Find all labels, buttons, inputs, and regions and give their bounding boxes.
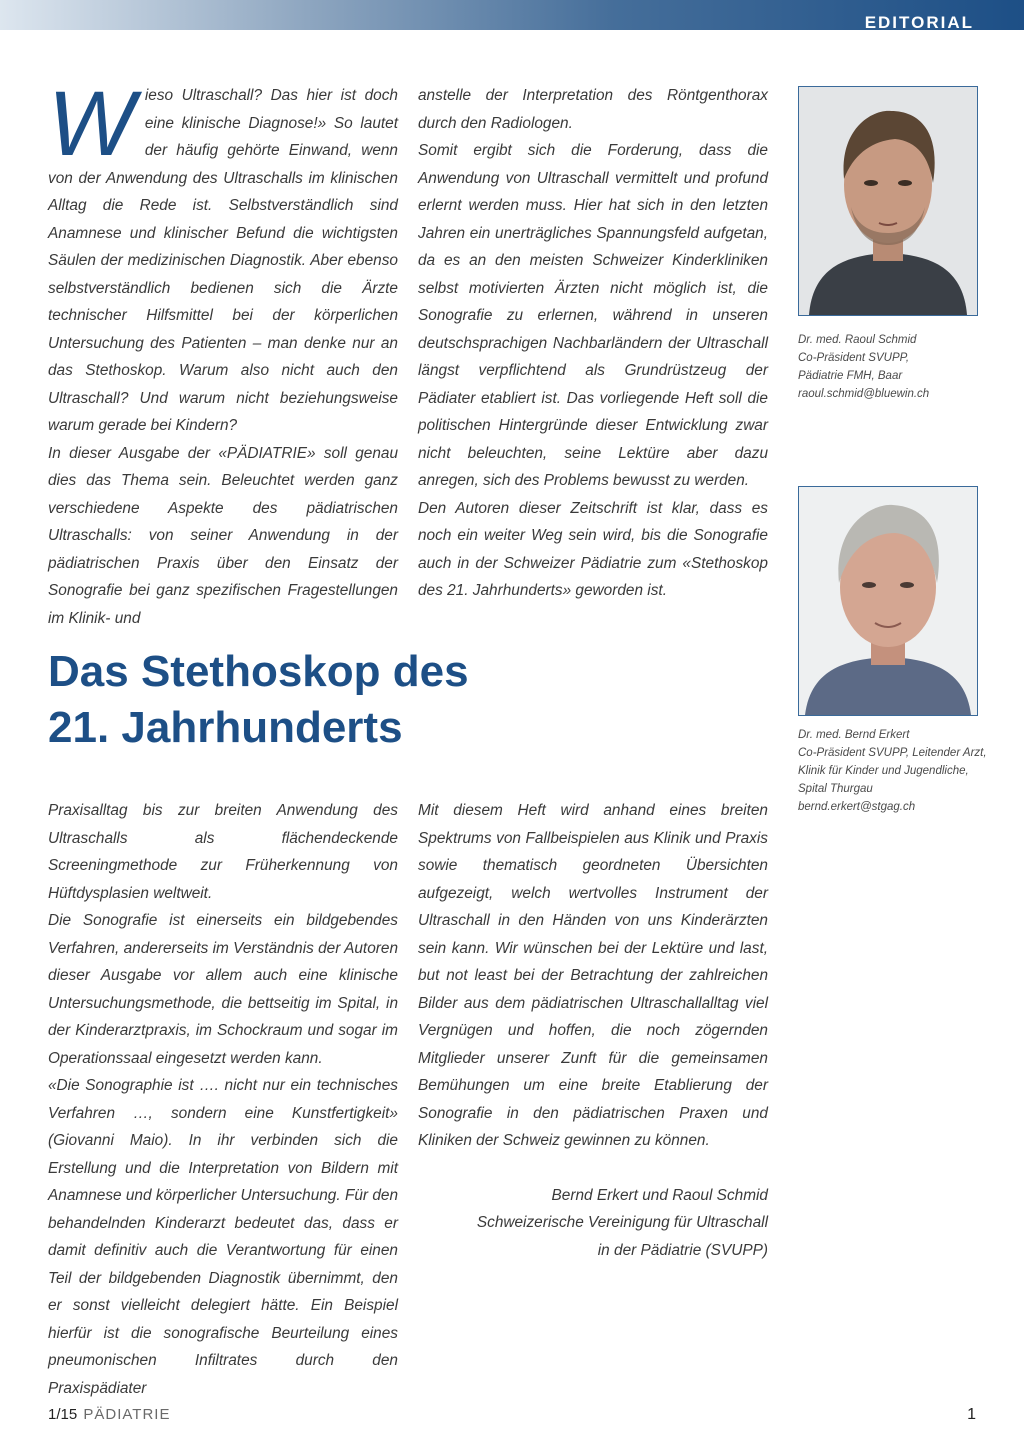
headline-line-2: 21. Jahrhunderts	[48, 703, 403, 752]
author-name: Bernd Erkert	[551, 1186, 638, 1204]
article-column-2	[418, 82, 768, 605]
author-name: Raoul Schmid	[672, 1186, 768, 1204]
caption-line: Co-Präsident SVUPP, Leitender Arzt,	[798, 747, 987, 759]
paragraph: anstelle der Interpretation des Röntgenthorax durch den Radiologen.	[418, 87, 768, 132]
article-headline	[48, 644, 768, 756]
caption-line: Spital Thurgau	[798, 783, 873, 795]
magazine-name: PÄDIATRIE	[83, 1406, 171, 1423]
portrait-image	[799, 87, 977, 315]
author-photo-erkert	[798, 486, 978, 716]
footer-issue	[48, 1406, 170, 1423]
article-column-3	[48, 797, 398, 1402]
organization-line: in der Pädiatrie (SVUPP)	[597, 1241, 768, 1259]
paragraph: Die Sonografie ist einerseits ein bildgebendes Verfahren, andererseits im Verständnis der Autoren dieser Ausgabe vor allem auch eine klinische Untersuchungsmethode, die bettseitig im Spital, in der Kinderarztpraxis, im Schockraum und sogar im Operationssaal eingesetzt werden kann.	[48, 912, 398, 1067]
paragraph: «Die Sonographie ist …. nicht nur ein technisches Verfahren …, sondern eine Kunstfertigkeit» (Giovanni Maio). In ihr verbinden sich die Erstellung und die Interpretation von Bildern mit Anamnese und körperlicher Untersuchung. Für den behandelnden Kinderarzt bedeutet das, dass er damit definitiv auch die Verantwortung für einen Teil der bildgebenden Diagnostik übernimmt, den er sonst vielleicht delegiert hätte. Ein Beispiel hierfür ist die sonografische Beurteilung eines pneumonischen Infiltrates durch den Praxispädiater	[48, 1077, 398, 1397]
caption-line: Dr. med. Bernd Erkert	[798, 729, 910, 741]
section-label: EDITORIAL	[864, 13, 974, 32]
caption-line: Dr. med. Raoul Schmid	[798, 334, 917, 346]
caption-line: Pädiatrie FMH, Baar	[798, 370, 903, 382]
organization-line: Schweizerische Vereinigung für Ultraschall	[476, 1214, 768, 1231]
author-photo-schmid	[798, 86, 978, 316]
author-caption-schmid	[798, 331, 988, 403]
article-column-1	[48, 73, 398, 632]
drop-cap: W	[48, 73, 135, 175]
paragraph: Den Autoren dieser Zeitschrift ist klar, dass es noch ein weiter Weg sein wird, bis die Sonografie auch in der Schweizer Pädiatrie zum «Stethoskop des 21. Jahrhunderts» geworden ist.	[418, 499, 768, 599]
signature	[418, 1182, 768, 1265]
paragraph: Wieso Ultraschall? Das hier ist doch eine klinische Diagnose!» So lautet der häufig gehörte Einwand, wenn von der Anwendung des Ultraschalls im klinischen Alltag die Rede ist. Selbstverständlich sind Anamnese und klinischer Befund die wichtigsten Säulen der medizinischen Diagnostik. Aber ebenso selbstverständlich bedienen sich die Ärzte technischer Hilfsmittel bei der körperlichen Untersuchung des Patienten – man denke nur an das Stethoskop. Warum also nicht auch den Ultraschall? Und warum nicht beziehungsweise warum gerade bei Kindern?	[48, 73, 398, 434]
paragraph: In dieser Ausgabe der «PÄDIATRIE» soll genau dies das Thema sein. Beleuchtet werden ganz verschiedene Aspekte des pädiatrischen Ultraschalls: von seiner Anwendung in der pädiatrischen Praxis über den Einsatz der Sonografie bei ganz spezifischen Fragestellungen im Klinik- und	[48, 444, 398, 627]
article-column-4	[418, 797, 768, 1264]
header-bar	[0, 0, 1024, 30]
caption-line: Co-Präsident SVUPP,	[798, 352, 910, 364]
page-number: 1	[967, 1406, 976, 1423]
conjunction: und	[642, 1186, 668, 1204]
headline-line-1: Das Stethoskop des	[48, 647, 469, 696]
paragraph: Praxisalltag bis zur breiten Anwendung des Ultraschalls als flächendeckende Screeningmethode zur Früherkennung von Hüftdysplasien weltweit.	[48, 802, 398, 902]
caption-line: bernd.erkert@stgag.ch	[798, 801, 916, 813]
author-caption-erkert	[798, 726, 988, 816]
issue-number: 1/15	[48, 1406, 78, 1423]
portrait-image	[799, 487, 977, 715]
paragraph: Mit diesem Heft wird anhand eines breiten Spektrums von Fallbeispielen aus Klinik und Praxis sowie thematisch geordneten Übersichten aufgezeigt, welch wertvolles Instrument der Ultraschall in den Händen von uns Kinderärzten sein kann. Wir wünschen bei der Lektüre und last, but not least bei der Betrachtung der zahlreichen Bilder aus dem pädiatrischen Ultraschallalltag viel Vergnügen und hoffen, die noch zögernden Mitglieder unserer Zunft für die gemeinsamen Bemühungen um eine breite Etablierung der Sonografie in den pädiatrischen Praxen und Kliniken der Schweiz gewinnen zu können.	[418, 802, 768, 1149]
caption-line: raoul.schmid@bluewin.ch	[798, 388, 930, 400]
paragraph: Somit ergibt sich die Forderung, dass die Anwendung von Ultraschall vermittelt und profund erlernt werden muss. Hier hat sich in den letzten Jahren ein unerträgliches Spannungsfeld aufgetan, da es an den meisten Schweizer Kinderkliniken selbst motivierten Ärzten nicht möglich ist, die Sonografie zu erlernen, während in unseren deutschsprachigen Nachbarländern der Ultraschall längst verpflichtend als Grundrüstzeug der Pädiater etabliert ist. Das vorliegende Heft soll die politischen Hintergründe dieser Entwicklung zwar nicht beleuchten, seine Lektüre aber dazu anregen, sich des Problems bewusst zu werden.	[418, 142, 768, 489]
caption-line: Klinik für Kinder und Jugendliche,	[798, 765, 969, 777]
